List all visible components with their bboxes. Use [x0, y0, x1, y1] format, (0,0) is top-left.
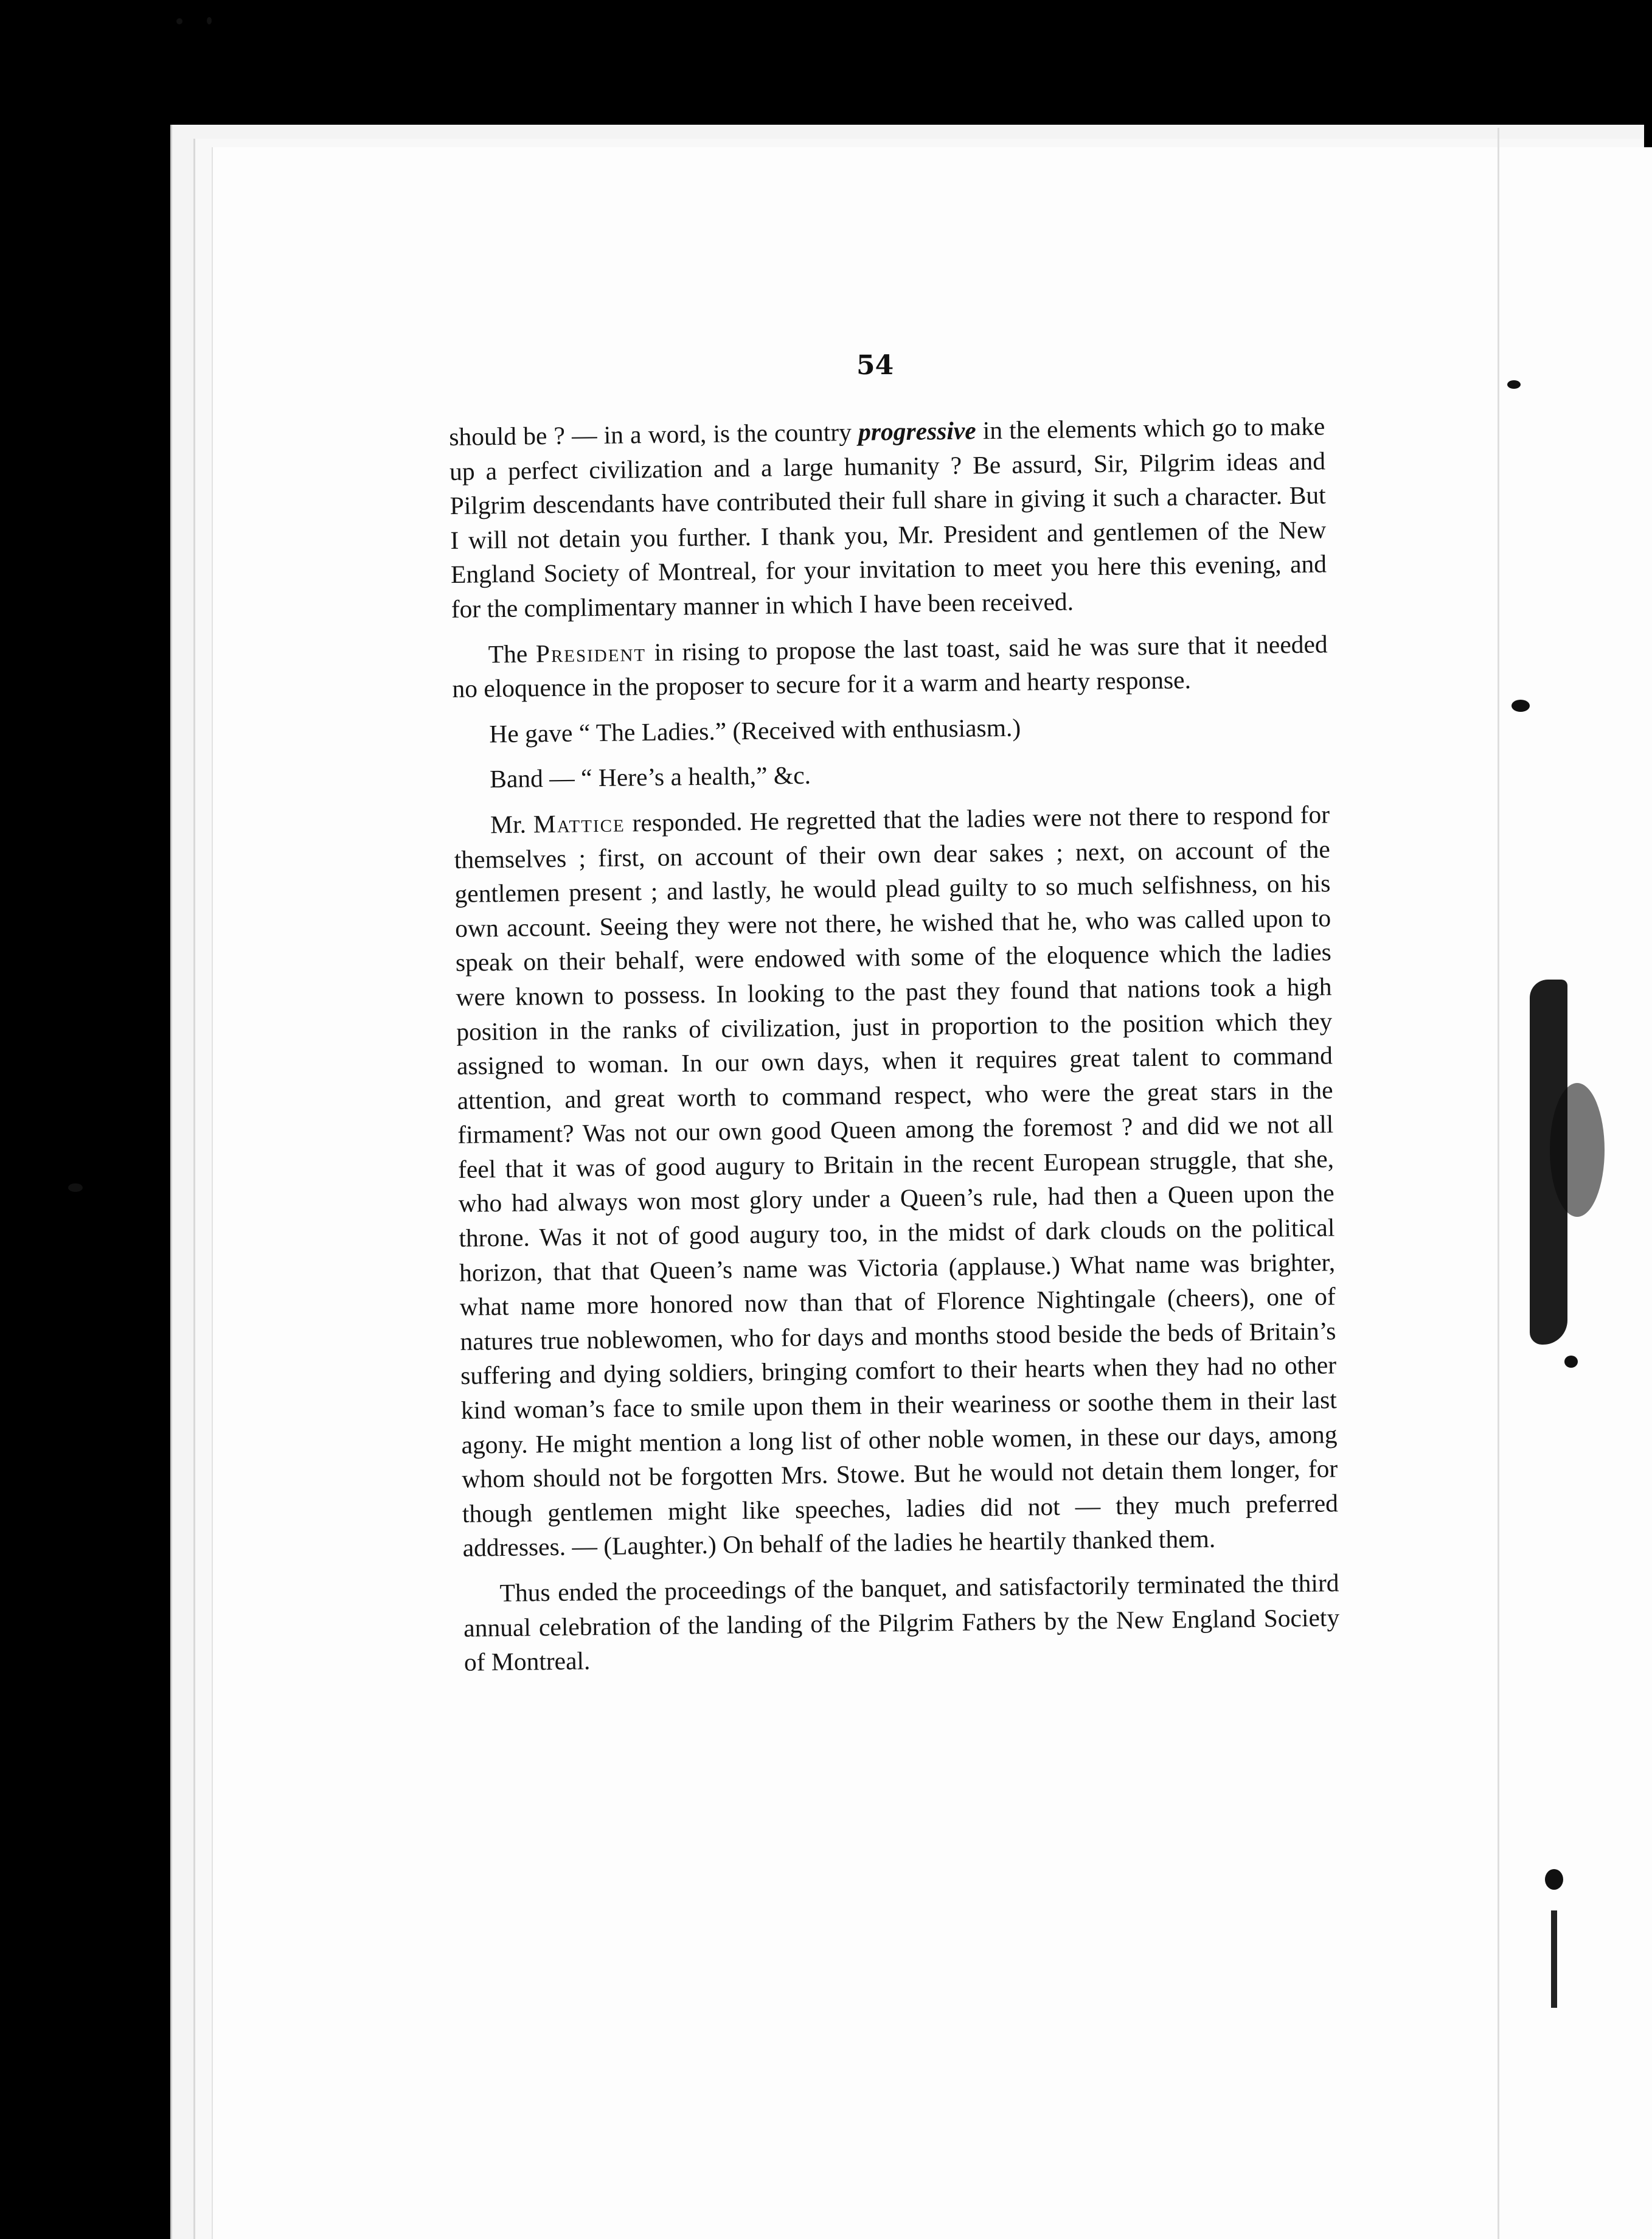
scan-speck: [1545, 1869, 1563, 1890]
body-text: [449, 409, 1340, 1690]
text-run: in the elements which go to make up a perfect civilization and a large humanity ? Be assurd, Sir, Pilgrim ideas and Pilgrim descendants have contributed their full share in giving it such a character. But I will not detain you further. I thank you, Mr. President and gentlemen of the New England Society of Montreal, for your invitation to meet you here this evening, and for the complimentary manner in which I have been received.: [449, 412, 1327, 623]
page-fold-line: [1498, 128, 1499, 2239]
text-run: in rising to propose the last toast, said he was sure that it needed no eloquence in the proposer to secure for it a warm and hearty response.: [452, 629, 1328, 703]
paragraph: Thus ended the proceedings of the banquet, and satisfactorily terminated the third annual celebration of the landing of the Pilgrim Fathers by the New England Society of Montreal.: [463, 1569, 1340, 1677]
paragraph: [451, 627, 1328, 706]
paragraph: [454, 797, 1339, 1565]
emphasized-word: progressive: [858, 416, 976, 446]
scan-speck: [1564, 1356, 1578, 1368]
text-run: Mr.: [490, 810, 534, 839]
ink-blot: [1550, 1083, 1605, 1217]
scan-speck: [176, 18, 182, 24]
text-run: responded. He regretted that the ladies were not there to respond for themselves ; first, on account of their own dear sakes ; next, on account of the gentlemen present ; and lastly, he would plead guilty to so much selfishness, on his own account. Seeing they were not there, he wished that he, who was called upon to speak on their behalf, were endowed with some of the eloquence which the ladies were known to possess. In looking to the past they found that nations took a high position in the ranks of civilization, just in proportion to the position which they assigned to woman. In our own days, when it requires great talent to command attention, and great worth to command respect, who were the great stars in the firmament? Was not our own good Queen among the foremost ? and did we not all feel that it was of good augury to Britain in the recent European struggle, that she, who had always won most glory under a Queen’s rule, had then a Queen upon the throne. Was it not of good augury too, in the midst of dark clouds on the political horizon, that that Queen’s name was Victoria (applause.) What name was brighter, what name more honored now than that of Florence Nightingale (cheers), one of natures true noblewomen, who for days and months stood beside the beds of Britain’s suffering and dying soldiers, bringing comfort to their hearts when they had no other kind woman’s face to smile upon them in their weariness or soothe them in their last agony. He might mention a long list of other noble women, in these our days, among whom should not be forgotten Mrs. Stowe. But he would not detain them longer, for though gentlemen might like speeches, ladies did not — they much preferred addresses. — (Laughter.) On behalf of the ladies he heartily thanked them.: [454, 800, 1339, 1562]
speaker-name: President: [535, 638, 647, 667]
text-run: The: [488, 639, 536, 668]
paragraph: He gave “ The Ladies.” (Received with enthusiasm.): [489, 713, 1021, 748]
ink-mark: [1551, 1910, 1557, 2008]
scan-speck: [207, 17, 212, 24]
speaker-name: Mattice: [533, 809, 625, 838]
text-run: should be ? — in a word, is the country: [449, 417, 859, 451]
scan-speck: [1507, 380, 1521, 389]
paragraph: [449, 409, 1327, 626]
scan-speck: [68, 1183, 83, 1192]
page-number: 54: [856, 350, 894, 381]
paragraph: Band — “ Here’s a health,” &c.: [489, 761, 811, 793]
scan-speck: [1511, 700, 1530, 712]
